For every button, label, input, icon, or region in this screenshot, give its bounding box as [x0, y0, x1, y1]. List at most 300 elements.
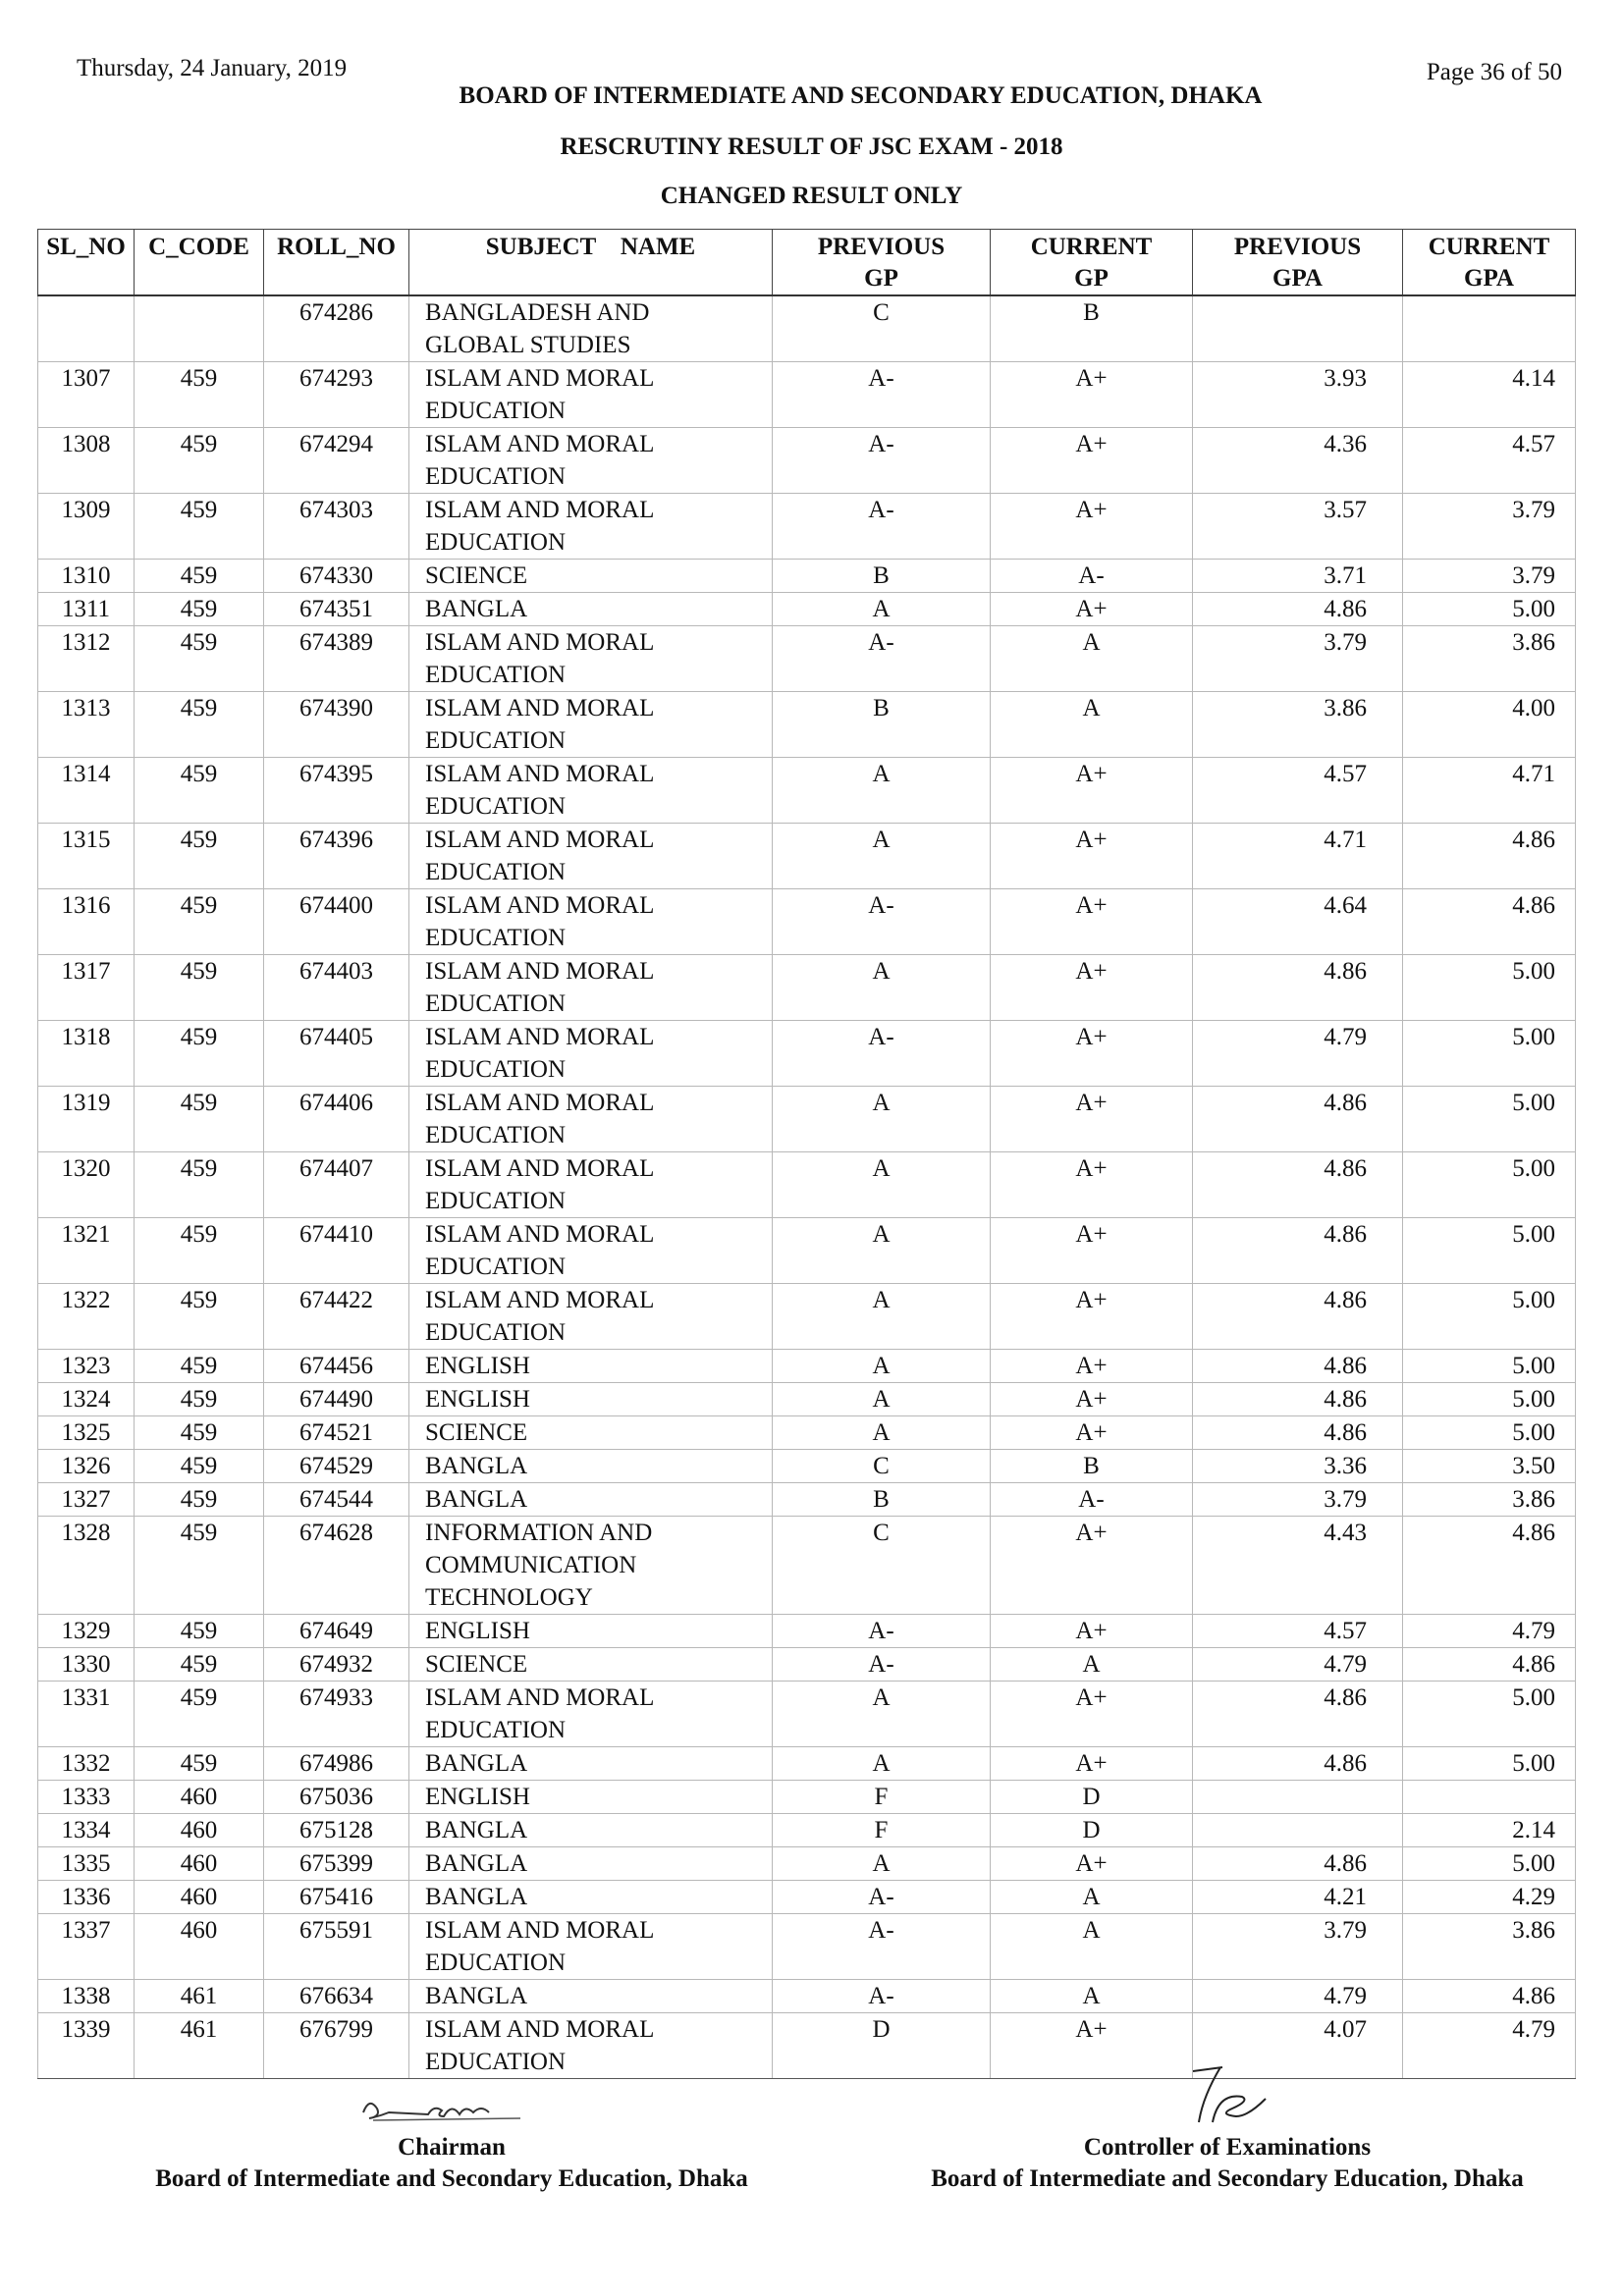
cell-roll-no: 674544	[264, 1483, 409, 1517]
cell-c-code: 459	[135, 758, 264, 824]
cell-roll-no: 674628	[264, 1517, 409, 1615]
cell-subject-name: ISLAM AND MORAL EDUCATION	[409, 692, 773, 758]
cell-sl-no: 1332	[38, 1747, 135, 1781]
cell-previous-gpa: 3.36	[1193, 1450, 1403, 1483]
cell-previous-gpa: 3.79	[1193, 626, 1403, 692]
cell-previous-gp: A-	[773, 1914, 991, 1980]
cell-c-code: 461	[135, 2013, 264, 2079]
cell-previous-gpa	[1193, 1781, 1403, 1814]
cell-c-code: 459	[135, 428, 264, 494]
cell-current-gp: A+	[991, 1383, 1193, 1416]
cell-sl-no: 1334	[38, 1814, 135, 1847]
cell-roll-no: 674389	[264, 626, 409, 692]
cell-roll-no: 675591	[264, 1914, 409, 1980]
cell-current-gpa: 2.14	[1403, 1814, 1576, 1847]
cell-current-gp: A+	[991, 1284, 1193, 1350]
cell-c-code: 460	[135, 1781, 264, 1814]
cell-subject-name: ISLAM AND MORAL EDUCATION	[409, 1284, 773, 1350]
cell-sl-no: 1310	[38, 560, 135, 593]
cell-sl-no: 1331	[38, 1682, 135, 1747]
cell-subject-name: ENGLISH	[409, 1781, 773, 1814]
cell-c-code: 459	[135, 1152, 264, 1218]
cell-previous-gpa: 4.86	[1193, 955, 1403, 1021]
cell-current-gpa: 5.00	[1403, 1152, 1576, 1218]
cell-subject-name: ISLAM AND MORAL EDUCATION	[409, 955, 773, 1021]
cell-current-gp: A+	[991, 1350, 1193, 1383]
cell-subject-name: ISLAM AND MORAL EDUCATION	[409, 1021, 773, 1087]
cell-subject-name: ISLAM AND MORAL EDUCATION	[409, 428, 773, 494]
cell-roll-no: 675128	[264, 1814, 409, 1847]
cell-previous-gpa: 4.86	[1193, 1747, 1403, 1781]
cell-roll-no: 676799	[264, 2013, 409, 2079]
cell-previous-gp: A	[773, 593, 991, 626]
cell-c-code: 459	[135, 1021, 264, 1087]
cell-current-gpa: 5.00	[1403, 1847, 1576, 1881]
cell-sl-no: 1320	[38, 1152, 135, 1218]
cell-previous-gp: A	[773, 955, 991, 1021]
cell-sl-no: 1312	[38, 626, 135, 692]
cell-c-code: 459	[135, 626, 264, 692]
table-row	[38, 1483, 1576, 1517]
table-row	[38, 1416, 1576, 1450]
cell-previous-gp: A	[773, 1350, 991, 1383]
cell-c-code: 460	[135, 1814, 264, 1847]
cell-current-gpa: 4.79	[1403, 2013, 1576, 2079]
cell-previous-gpa: 4.79	[1193, 1648, 1403, 1682]
cell-current-gpa: 5.00	[1403, 1747, 1576, 1781]
controller-title: Controller of Examinations	[1083, 2134, 1372, 2161]
cell-previous-gpa: 4.86	[1193, 1284, 1403, 1350]
cell-current-gp: D	[991, 1814, 1193, 1847]
cell-current-gp: A+	[991, 1747, 1193, 1781]
cell-roll-no: 674400	[264, 889, 409, 955]
cell-previous-gpa: 3.86	[1193, 692, 1403, 758]
table-row	[38, 1980, 1576, 2013]
cell-current-gpa: 3.86	[1403, 626, 1576, 692]
col-header-subject-name: SUBJECT NAME	[409, 230, 773, 296]
cell-previous-gpa: 4.71	[1193, 824, 1403, 889]
cell-previous-gp: F	[773, 1814, 991, 1847]
cell-current-gpa: 5.00	[1403, 1682, 1576, 1747]
cell-subject-name: ISLAM AND MORAL EDUCATION	[409, 889, 773, 955]
cell-current-gp: A+	[991, 1517, 1193, 1615]
cell-previous-gp: F	[773, 1781, 991, 1814]
cell-previous-gp: A	[773, 1747, 991, 1781]
cell-current-gp: A+	[991, 955, 1193, 1021]
exam-title: RESCRUTINY RESULT OF JSC EXAM - 2018	[560, 133, 1063, 160]
table-row	[38, 593, 1576, 626]
cell-current-gpa	[1403, 295, 1576, 362]
cell-subject-name: BANGLA	[409, 1847, 773, 1881]
table-row	[38, 1152, 1576, 1218]
results-table-container	[37, 229, 1575, 2079]
table-row	[38, 955, 1576, 1021]
cell-subject-name: SCIENCE	[409, 1416, 773, 1450]
cell-sl-no: 1321	[38, 1218, 135, 1284]
cell-subject-name: ISLAM AND MORAL EDUCATION	[409, 2013, 773, 2079]
cell-current-gp: A	[991, 626, 1193, 692]
cell-previous-gp: A-	[773, 1648, 991, 1682]
controller-signature-image	[1173, 2063, 1281, 2132]
cell-c-code: 459	[135, 560, 264, 593]
cell-roll-no: 675036	[264, 1781, 409, 1814]
table-row	[38, 2013, 1576, 2079]
cell-sl-no: 1313	[38, 692, 135, 758]
table-row	[38, 1648, 1576, 1682]
cell-roll-no: 674932	[264, 1648, 409, 1682]
cell-sl-no: 1328	[38, 1517, 135, 1615]
cell-previous-gpa: 4.21	[1193, 1881, 1403, 1914]
cell-sl-no: 1316	[38, 889, 135, 955]
cell-roll-no: 674405	[264, 1021, 409, 1087]
table-row	[38, 824, 1576, 889]
cell-c-code: 459	[135, 1517, 264, 1615]
cell-subject-name: BANGLA	[409, 1483, 773, 1517]
cell-current-gpa: 3.86	[1403, 1483, 1576, 1517]
cell-roll-no: 674529	[264, 1450, 409, 1483]
cell-current-gp: A+	[991, 1416, 1193, 1450]
cell-current-gpa: 4.86	[1403, 1517, 1576, 1615]
cell-current-gp: A+	[991, 1847, 1193, 1881]
cell-sl-no: 1337	[38, 1914, 135, 1980]
table-row	[38, 494, 1576, 560]
cell-current-gpa: 5.00	[1403, 593, 1576, 626]
table-row	[38, 1450, 1576, 1483]
cell-c-code: 459	[135, 1284, 264, 1350]
cell-previous-gp: B	[773, 560, 991, 593]
table-row	[38, 1814, 1576, 1847]
cell-c-code: 460	[135, 1881, 264, 1914]
cell-roll-no: 674986	[264, 1747, 409, 1781]
cell-roll-no: 674410	[264, 1218, 409, 1284]
cell-c-code: 459	[135, 1218, 264, 1284]
cell-sl-no: 1330	[38, 1648, 135, 1682]
result-subtitle: CHANGED RESULT ONLY	[660, 183, 963, 209]
table-row	[38, 1517, 1576, 1615]
cell-previous-gpa: 4.79	[1193, 1980, 1403, 2013]
cell-current-gpa: 3.79	[1403, 560, 1576, 593]
cell-sl-no: 1339	[38, 2013, 135, 2079]
cell-previous-gp: A	[773, 1383, 991, 1416]
table-body	[38, 295, 1576, 2079]
cell-c-code: 459	[135, 1747, 264, 1781]
cell-roll-no: 674406	[264, 1087, 409, 1152]
cell-previous-gp: A	[773, 1284, 991, 1350]
cell-c-code: 459	[135, 889, 264, 955]
cell-previous-gpa: 4.57	[1193, 1615, 1403, 1648]
cell-c-code: 459	[135, 1087, 264, 1152]
table-row	[38, 560, 1576, 593]
cell-current-gpa: 5.00	[1403, 1350, 1576, 1383]
table-row	[38, 1615, 1576, 1648]
cell-sl-no: 1335	[38, 1847, 135, 1881]
cell-previous-gpa: 4.86	[1193, 1682, 1403, 1747]
table-row	[38, 1781, 1576, 1814]
cell-previous-gpa	[1193, 1814, 1403, 1847]
cell-previous-gp: A	[773, 1218, 991, 1284]
cell-previous-gpa: 4.64	[1193, 889, 1403, 955]
cell-c-code: 459	[135, 593, 264, 626]
cell-previous-gp: A-	[773, 889, 991, 955]
cell-subject-name: BANGLA	[409, 1980, 773, 2013]
cell-previous-gp: B	[773, 692, 991, 758]
cell-subject-name: SCIENCE	[409, 560, 773, 593]
col-header-current-gpa: CURRENT GPA	[1403, 230, 1576, 296]
cell-roll-no: 674286	[264, 295, 409, 362]
cell-current-gpa: 5.00	[1403, 1383, 1576, 1416]
cell-previous-gpa: 4.86	[1193, 1218, 1403, 1284]
col-header-previous-gp: PREVIOUS GP	[773, 230, 991, 296]
cell-subject-name: BANGLA	[409, 1450, 773, 1483]
cell-subject-name: ISLAM AND MORAL EDUCATION	[409, 824, 773, 889]
cell-current-gp: A	[991, 692, 1193, 758]
cell-subject-name: SCIENCE	[409, 1648, 773, 1682]
cell-previous-gpa: 4.57	[1193, 758, 1403, 824]
results-table	[37, 229, 1576, 2079]
cell-c-code: 459	[135, 824, 264, 889]
cell-current-gp: A+	[991, 1218, 1193, 1284]
cell-previous-gpa: 4.86	[1193, 1847, 1403, 1881]
cell-current-gp: D	[991, 1781, 1193, 1814]
cell-current-gp: A+	[991, 494, 1193, 560]
cell-c-code: 459	[135, 1416, 264, 1450]
cell-current-gp: B	[991, 295, 1193, 362]
cell-previous-gp: A	[773, 758, 991, 824]
cell-current-gpa: 4.29	[1403, 1881, 1576, 1914]
cell-roll-no: 674396	[264, 824, 409, 889]
table-row	[38, 1218, 1576, 1284]
cell-roll-no: 674422	[264, 1284, 409, 1350]
cell-roll-no: 674330	[264, 560, 409, 593]
table-row	[38, 626, 1576, 692]
cell-sl-no	[38, 295, 135, 362]
cell-current-gpa: 3.79	[1403, 494, 1576, 560]
cell-current-gp: A+	[991, 758, 1193, 824]
cell-previous-gpa: 4.79	[1193, 1021, 1403, 1087]
cell-previous-gpa: 4.43	[1193, 1517, 1403, 1615]
col-header-current-gp: CURRENT GP	[991, 230, 1193, 296]
cell-previous-gp: D	[773, 2013, 991, 2079]
cell-current-gpa: 4.86	[1403, 824, 1576, 889]
cell-roll-no: 674456	[264, 1350, 409, 1383]
cell-roll-no: 674649	[264, 1615, 409, 1648]
cell-sl-no: 1314	[38, 758, 135, 824]
cell-sl-no: 1308	[38, 428, 135, 494]
col-header-roll-no: ROLL_NO	[264, 230, 409, 296]
cell-current-gpa: 5.00	[1403, 1087, 1576, 1152]
cell-previous-gp: A-	[773, 362, 991, 428]
cell-sl-no: 1319	[38, 1087, 135, 1152]
cell-subject-name: ISLAM AND MORAL EDUCATION	[409, 1218, 773, 1284]
table-row	[38, 1350, 1576, 1383]
cell-current-gpa: 5.00	[1403, 1218, 1576, 1284]
cell-current-gp: A-	[991, 1483, 1193, 1517]
chairman-signature-block	[98, 2134, 805, 2193]
cell-previous-gpa: 4.07	[1193, 2013, 1403, 2079]
cell-roll-no: 674390	[264, 692, 409, 758]
cell-sl-no: 1307	[38, 362, 135, 428]
cell-sl-no: 1336	[38, 1881, 135, 1914]
cell-current-gp: A	[991, 1881, 1193, 1914]
cell-previous-gp: A	[773, 1847, 991, 1881]
cell-sl-no: 1326	[38, 1450, 135, 1483]
cell-current-gp: A-	[991, 560, 1193, 593]
cell-current-gpa: 5.00	[1403, 1416, 1576, 1450]
table-row	[38, 889, 1576, 955]
cell-sl-no: 1329	[38, 1615, 135, 1648]
cell-current-gp: A+	[991, 1682, 1193, 1747]
cell-subject-name: ENGLISH	[409, 1615, 773, 1648]
controller-signature-block	[869, 2134, 1586, 2193]
cell-subject-name: ISLAM AND MORAL EDUCATION	[409, 626, 773, 692]
table-row	[38, 1747, 1576, 1781]
cell-current-gpa: 3.50	[1403, 1450, 1576, 1483]
cell-current-gp: B	[991, 1450, 1193, 1483]
cell-subject-name: BANGLA	[409, 1814, 773, 1847]
col-header-c-code: C_CODE	[135, 230, 264, 296]
cell-roll-no: 674403	[264, 955, 409, 1021]
cell-sl-no: 1318	[38, 1021, 135, 1087]
cell-sl-no: 1317	[38, 955, 135, 1021]
cell-previous-gpa: 3.79	[1193, 1483, 1403, 1517]
table-row	[38, 1383, 1576, 1416]
cell-current-gpa: 5.00	[1403, 1021, 1576, 1087]
cell-c-code: 459	[135, 1483, 264, 1517]
cell-current-gp: A+	[991, 889, 1193, 955]
cell-current-gpa	[1403, 1781, 1576, 1814]
table-row	[38, 692, 1576, 758]
col-header-sl-no: SL_NO	[38, 230, 135, 296]
cell-previous-gp: A-	[773, 1021, 991, 1087]
table-row	[38, 1087, 1576, 1152]
cell-previous-gp: C	[773, 1517, 991, 1615]
cell-current-gpa: 5.00	[1403, 955, 1576, 1021]
cell-subject-name: BANGLA	[409, 1881, 773, 1914]
cell-sl-no: 1322	[38, 1284, 135, 1350]
cell-subject-name: ENGLISH	[409, 1383, 773, 1416]
cell-c-code: 459	[135, 955, 264, 1021]
cell-current-gpa: 4.71	[1403, 758, 1576, 824]
cell-subject-name: ISLAM AND MORAL EDUCATION	[409, 1152, 773, 1218]
cell-sl-no: 1315	[38, 824, 135, 889]
cell-current-gp: A	[991, 1648, 1193, 1682]
cell-sl-no: 1327	[38, 1483, 135, 1517]
cell-previous-gp: A	[773, 1087, 991, 1152]
cell-subject-name: ISLAM AND MORAL EDUCATION	[409, 1914, 773, 1980]
table-row	[38, 1021, 1576, 1087]
table-row	[38, 428, 1576, 494]
cell-c-code: 459	[135, 1350, 264, 1383]
cell-subject-name: ISLAM AND MORAL EDUCATION	[409, 362, 773, 428]
cell-sl-no: 1311	[38, 593, 135, 626]
cell-subject-name: ISLAM AND MORAL EDUCATION	[409, 758, 773, 824]
cell-previous-gp: A-	[773, 1881, 991, 1914]
cell-c-code: 459	[135, 1450, 264, 1483]
cell-current-gp: A+	[991, 362, 1193, 428]
cell-previous-gpa: 4.86	[1193, 1350, 1403, 1383]
cell-c-code: 460	[135, 1914, 264, 1980]
cell-current-gpa: 5.00	[1403, 1284, 1576, 1350]
cell-roll-no: 675399	[264, 1847, 409, 1881]
cell-c-code: 459	[135, 494, 264, 560]
cell-current-gpa: 3.86	[1403, 1914, 1576, 1980]
cell-current-gpa: 4.79	[1403, 1615, 1576, 1648]
cell-sl-no: 1333	[38, 1781, 135, 1814]
cell-c-code: 459	[135, 1648, 264, 1682]
cell-previous-gpa: 4.86	[1193, 1087, 1403, 1152]
table-row	[38, 362, 1576, 428]
cell-c-code: 461	[135, 1980, 264, 2013]
table-row	[38, 758, 1576, 824]
page-number: Page 36 of 50	[1426, 59, 1562, 85]
cell-current-gp: A+	[991, 428, 1193, 494]
cell-roll-no: 674407	[264, 1152, 409, 1218]
cell-roll-no: 674303	[264, 494, 409, 560]
cell-current-gpa: 4.00	[1403, 692, 1576, 758]
cell-current-gp: A	[991, 1980, 1193, 2013]
table-header	[38, 230, 1576, 296]
cell-sl-no: 1325	[38, 1416, 135, 1450]
board-title: BOARD OF INTERMEDIATE AND SECONDARY EDUCATION, DHAKA	[459, 82, 1263, 109]
cell-previous-gp: B	[773, 1483, 991, 1517]
cell-c-code: 459	[135, 1383, 264, 1416]
cell-roll-no: 675416	[264, 1881, 409, 1914]
cell-roll-no: 674351	[264, 593, 409, 626]
table-row	[38, 1881, 1576, 1914]
cell-previous-gp: A	[773, 1416, 991, 1450]
cell-previous-gpa: 4.36	[1193, 428, 1403, 494]
table-row	[38, 295, 1576, 362]
cell-previous-gp: C	[773, 1450, 991, 1483]
cell-previous-gpa: 4.86	[1193, 1383, 1403, 1416]
cell-subject-name: BANGLA	[409, 593, 773, 626]
cell-sl-no: 1309	[38, 494, 135, 560]
cell-subject-name: INFORMATION AND COMMUNICATION TECHNOLOGY	[409, 1517, 773, 1615]
table-row	[38, 1284, 1576, 1350]
chairman-signature-image	[353, 2075, 550, 2134]
cell-subject-name: ISLAM AND MORAL EDUCATION	[409, 494, 773, 560]
cell-subject-name: BANGLADESH AND GLOBAL STUDIES	[409, 295, 773, 362]
cell-c-code: 459	[135, 1682, 264, 1747]
cell-previous-gp: A-	[773, 1615, 991, 1648]
chairman-organization: Board of Intermediate and Secondary Education, Dhaka	[155, 2165, 748, 2192]
cell-previous-gpa: 4.86	[1193, 593, 1403, 626]
cell-previous-gp: C	[773, 295, 991, 362]
cell-previous-gp: A-	[773, 428, 991, 494]
cell-current-gp: A+	[991, 824, 1193, 889]
cell-c-code: 459	[135, 692, 264, 758]
cell-previous-gp: A-	[773, 494, 991, 560]
cell-previous-gp: A-	[773, 1980, 991, 2013]
cell-c-code	[135, 295, 264, 362]
cell-subject-name: ENGLISH	[409, 1350, 773, 1383]
cell-roll-no: 674933	[264, 1682, 409, 1747]
cell-current-gp: A+	[991, 1152, 1193, 1218]
cell-current-gpa: 4.57	[1403, 428, 1576, 494]
cell-subject-name: ISLAM AND MORAL EDUCATION	[409, 1087, 773, 1152]
cell-roll-no: 674294	[264, 428, 409, 494]
report-date: Thursday, 24 January, 2019	[77, 55, 348, 81]
cell-current-gp: A+	[991, 2013, 1193, 2079]
cell-previous-gpa: 3.57	[1193, 494, 1403, 560]
cell-subject-name: BANGLA	[409, 1747, 773, 1781]
cell-previous-gp: A	[773, 1682, 991, 1747]
cell-previous-gp: A	[773, 1152, 991, 1218]
cell-roll-no: 674490	[264, 1383, 409, 1416]
cell-current-gpa: 4.86	[1403, 889, 1576, 955]
cell-current-gp: A+	[991, 593, 1193, 626]
cell-current-gp: A	[991, 1914, 1193, 1980]
